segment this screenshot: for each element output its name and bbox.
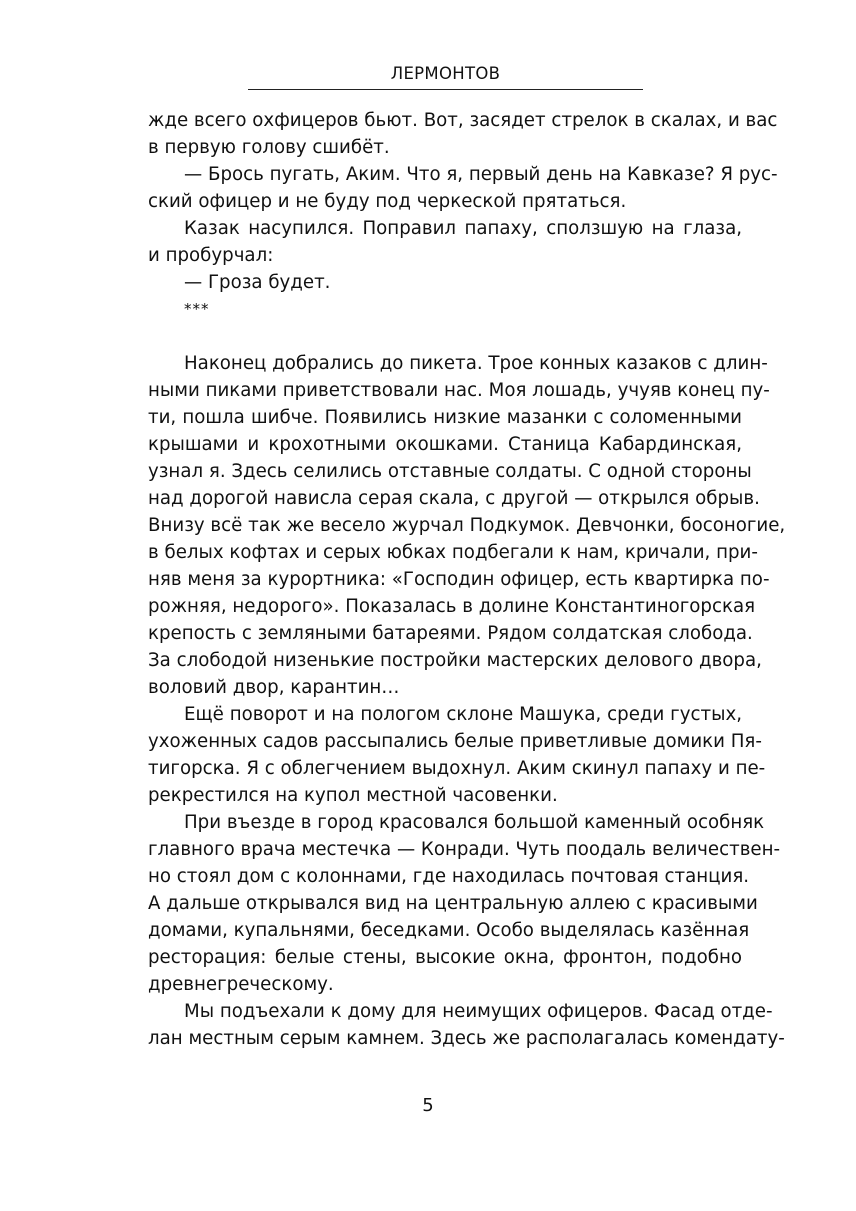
text-line: воловий двор, карантин… [148,677,400,698]
text-line: ский офицер и не буду под черкеской прятаться. [148,191,627,212]
body-text [148,107,786,1052]
text-line: главного врача местечка — Конради. Чуть поодаль величествен- [148,839,781,860]
text-line: ти, пошла шибче. Появились низкие мазанки с соломенными [148,407,742,428]
section-break: *** [184,300,210,318]
text-line: ресторация: белые стены, высокие окна, фронтон, подобно [148,947,742,968]
text-line: Казак насупился. Поправил папаху, сползшую на глаза, [184,218,742,239]
text-line: — Брось пугать, Аким. Что я, первый день на Кавказе? Я рус- [184,164,778,185]
text-line: но стоял дом с колоннами, где находилась почтовая станция. [148,866,750,887]
text-line: Мы подъехали к дому для неимущих офицеров. Фасад отде- [184,1001,773,1022]
text-line: няв меня за курортника: «Господин офицер, есть квартирка по- [148,569,770,590]
text-line: — Гроза будет. [184,272,331,293]
text-line: жде всего охфицеров бьют. Вот, засядет стрелок в скалах, и вас [148,110,778,131]
text-line: древнегреческому. [148,974,334,995]
text-line: и пробурчал: [148,245,274,266]
text-line: тигорска. Я с облегчением выдохнул. Аким скинул папаху и пе- [148,758,766,779]
text-line: рекрестился на купол местной часовенки. [148,785,558,806]
text-line: в белых кофтах и серых юбках подбегали к нам, кричали, при- [148,542,758,563]
text-line: А дальше открывался вид на центральную аллею с красивыми [148,893,758,914]
text-line: крепость с земляными батареями. Рядом солдатская слобода. [148,623,753,644]
text-line: лан местным серым камнем. Здесь же располагалась комендату- [148,1028,785,1049]
page-number: 5 [422,1095,434,1116]
text-line: в первую голову сшибёт. [148,137,390,158]
text-line: Ещё поворот и на пологом склоне Машука, среди густых, [184,704,742,725]
text-line: рожняя, недорого». Показалась в долине Константиногорская [148,596,756,617]
header-rule [248,89,643,90]
text-line: При въезде в город красовался большой каменный особняк [184,812,765,833]
text-line: домами, купальнями, беседками. Особо выделялась казённая [148,920,750,941]
text-line: крышами и крохотными окошками. Станица Кабардинская, [148,434,742,455]
text-line: ными пиками приветствовали нас. Моя лошадь, учуяв конец пу- [148,380,770,401]
blank-line [148,323,742,350]
text-line: Внизу всё так же весело журчал Подкумок. Девчонки, босоногие, [148,515,786,536]
text-line: ухоженных садов рассыпались белые приветливые домики Пя- [148,731,762,752]
text-line: Наконец добрались до пикета. Трое конных казаков с длин- [184,353,768,374]
text-line: узнал я. Здесь селились отставные солдаты. С одной стороны [148,461,752,482]
text-line: над дорогой нависла серая скала, с другой — открылся обрыв. [148,488,760,509]
text-line: За слободой низенькие постройки мастерских делового двора, [148,650,762,671]
running-head: ЛЕРМОНТОВ [390,64,501,83]
